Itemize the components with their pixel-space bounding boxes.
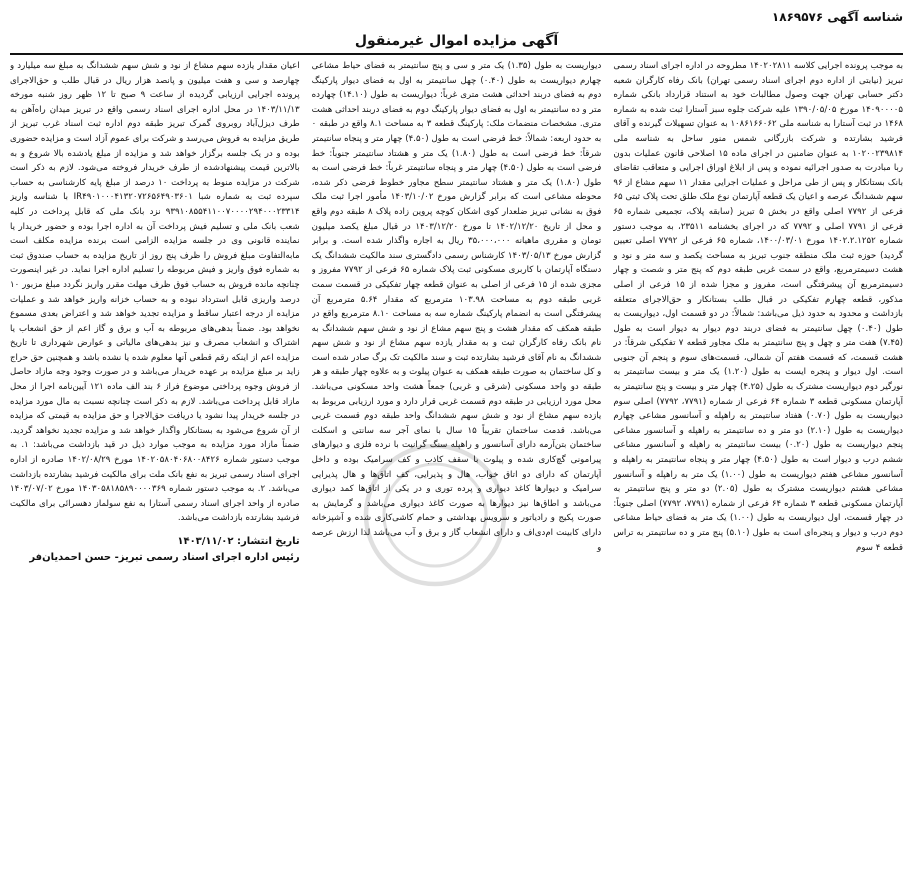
ad-number: شناسه آگهی ۱۸۶۹۵۷۶	[771, 10, 903, 24]
signatory: رئیس اداره اجرای اسناد رسمی تبریز- حسن احمدیان‌فر	[29, 552, 300, 563]
signature-block	[10, 534, 300, 566]
title-row	[10, 30, 903, 49]
publish-date: تاریخ انتشار: ۱۴۰۳/۱۱/۰۲	[177, 536, 300, 547]
column-left	[10, 59, 300, 877]
text-columns	[10, 59, 903, 877]
column-text: اعیان مقدار یازده سهم مشاع از نود و شش سهم ششدانگ به مبلغ سه میلیارد و چهارصد و سی و هفت میلیون و پانصد هزار ریال در قبال طلب و حق‌الاجرای پرونده اجرایی ارزیابی گردیده از ساعت ۹ صبح تا ۱۲ ظهر روز شنبه مورخه ۱۴۰۳/۱۱/۱۳ در محل اداره اجرای اسناد رسمی واقع در تبریز میدان راه‌آهن به طرف دیزل‌آباد روبروی گمرک تبریز طبقه دوم اداره ثبت اسناد غرب تبریز از طریق مزایده به فروش می‌رسد و شرکت برای عموم آزاد است و مزایده حضوری بوده و در یک جلسه برگزار خواهد شد و مزایده از مبلغ یادشده بالا شروع و به بالاترین قیمت پیشنهادشده از طرف خریدار فروخته می‌شود. لازم به ذکر است شرکت در مزایده منوط به پرداخت ۱۰ درصد از مبلغ پایه کارشناسی به حساب سپرده ثبت به شماره شبا IR۴۹۰۱۰۰۰۴۱۳۲۰۷۲۶۵۶۴۹۰۳۶۰۱ با شناسه واریز ۹۳۹۱۰۸۵۵۴۱۱۰۰۷۰۰۰۰۲۹۴۰۰۰۲۳۳۱۴ نزد بانک ملی که قابل پرداخت در کلیه شعب بانک ملی و تسلیم فیش پرداخت آن به اداره اجرا بوده و حضور خریدار یا نماینده قانونی وی در جلسه مزایده الزامی است برنده مزایده مکلف است مابه‌التفاوت مبلغ فروش را ظرف پنج روز از تاریخ مزایده به حساب صندوق ثبت به شماره فوق واریز و فیش مربوطه را تسلیم اداره اجرا نماید. در غیر اینصورت چنانچه مانده فروش به حساب فوق ظرف مهلت مقرر واریز نگردد مبلغ مزبور ۱۰ درصد واریزی قابل استرداد نبوده و به حساب خزانه واریز خواهد شد و عملیات مزایده از درجه اعتبار ساقط و مزایده تجدید خواهد شد و اعتراض بعدی مسموع نخواهد بود. ضمناً بدهی‌های مربوطه به آب و برق و گاز اعم از حق انشعاب یا اشتراک و انشعاب مصرف و نیز بدهی‌های مالیاتی و عوارض شهرداری تا تاریخ مزایده اعم از اینکه رقم قطعی آنها معلوم شده یا نشده باشد و همچنین حق حراج زاید بر مبلغ مزایده بر عهده خریدار می‌باشد و در صورت وجود وجه مازاد حاصل از فروش وجوه پرداختی موضوع فراز ۶ بند الف ماده ۱۲۱ آیین‌نامه اجرا از محل مازاد قابل پرداخت می‌باشد. لازم به ذکر است چنانچه نسبت به مال مورد مزایده در جلسه خریدار پیدا نشود یا دریافت حق‌الاجرا و حق مزایده به قیمتی که مزایده از آن شروع می‌شود به بستانکار واگذار خواهد شد و مزایده تجدید نخواهد گردید. ضمناً مازاد مورد مزایده به موجب موارد ذیل در قید بازداشت می‌باشد: ۱. به موجب دستور شماره ۱۴۰۲۰۵۸۰۴۰۶۸۰۰۸۴۲۶ مورخ ۱۴۰۲/۰۸/۲۹ صادره از اداره اجرای اسناد رسمی تبریز به نفع بانک ملت برای مالکیت فرشید بشارتده بازداشت می‌باشد. ۲. به موجب دستور شماره ۱۴۰۳۰۵۸۱۸۵۸۹۰۰۰۰۳۶۹ مورخ ۱۴۰۳/۰۷/۰۲ صادره از واحد اجرای اسناد رسمی آستارا به نفع سولماز دهسرائی برای مالکیت فرشید بشارتده بازداشت می‌باشد.	[9, 61, 300, 524]
notice-title: آگهی مزایده اموال غیرمنقول	[354, 33, 559, 49]
top-bar	[10, 6, 903, 28]
column-text: به موجب پرونده اجرایی کلاسه ۱۴۰۲۰۲۸۱۱ مطروحه در اداره اجرای اسناد رسمی تبریز (نیابتی از اداره دوم اجرای اسناد رسمی تهران) بانک رفاه کارگران شعبه دکتر حسابی تهران جهت وصول مطالبات خود به استناد قرارداد بانکی شماره ۱۴۰۹۰۰۰۰۵ مورخ ۱۳۹۰/۰۵/۰۵ علیه شرکت جلوه سبز آستارا ثبت شده به شماره ۱۴۶۸ در ثبت آستارا به شناسه ملی ۱۰۸۶۱۶۶۰۶۲ به عنوان تسهیلات گیرنده و آقای فرشید بشارتده و شرکت بازرگانی شمس منور ساحل به شناسه ملی ۱۰۲۰۰۲۳۹۸۱۴ به عنوان ضامنین در اجرای ماده ۱۵ اصلاحی قانون عملیات بدون ربا مبادرت به صدور اجرائیه نموده و پس از ابلاغ اوراق اجرایی و متعاقب تقاضای بانک بستانکار و پس از طی مراحل و عملیات اجرایی مقدار ۱۱ سهم مشاع از ۹۶ سهم ششدانگ عرصه و اعیان یک قطعه آپارتمان نوع ملک طلق تحت پلاک ثبتی ۶۵ فرعی از ۷۷۹۲ اصلی واقع در بخش ۵ تبریز (سابقه پلاک، تجمیعی شماره ۶۵ فرعی از ۷۷۹۱ اصلی و ۷۷۹۲ که در اجرای بخشنامه ۲۳۵۱۱، به موجب دستور شماره ۱۴۰۲.۲.۱۲۵۲ مورخ ۱۴۰۰/۰۳/۰۱، شماره ۶۵ فرعی از ۷۷۹۲ اصلی تعیین گردید) حوزه ثبت ملک منطقه جنوب تبریز به مساحت یکصد و سه متر و نود و هشت دسیمترمربع، واقع در سمت غربی طبقه دوم که پنج متر و شصت و چهار دسیمترمربع آن پیشرفتگی است، مفروز و مجزا شده از ۱۵ فرعی از اصلی مذکور، قطعه چهارم تفکیکی در قبال طلب بستانکار و حق‌الاجرای متعلقه بازداشت و محدود به حدود ذیل می‌باشد: شمالاً: در دو قسمت اول، دیواریست به طول (۰.۴۰) چهل سانتیمتر به فضای دربند دوم دیوار به دیوار است به طول (۷.۴۵) هفت متر و چهل و پنج سانتیمتر به ملک مجاور قطعه ۷ تفکیکی شرقاً: در هشت قسمت، که قسمت هفتم آن شمالی، قسمت‌های سوم و پنجم آن جنوبی است. اول دیوار و پنجره ایست به طول (۱.۲۰) یک متر و بیست سانتیمتر به نورگیر دوم دیواریست مشترک به طول (۴.۲۵) چهار متر و بیست و پنج سانتیمتر به آپارتمان مسکونی قطعه ۳ شماره ۶۴ فرعی از شماره (۷۷۹۱، ۷۷۹۲) اصلی سوم دیواریست به طول (۰.۷۰) هفتاد سانتیمتر به راهپله و آسانسور مشاعی چهارم دیواریست به طول (۲.۱۰) دو متر و ده سانتیمتر به راهپله و آسانسور مشاعی پنجم دیواریست به طول (۰.۲۰) بیست سانتیمتر به راهپله و آسانسور مشاعی ششم درب و دیوار است به طول (۴.۵۰) چهار متر و پنجاه سانتیمتر به راهپله و آسانسور مشاعی هفتم دیواریست به طول (۱.۰۰) یک متر به راهپله و آسانسور مشاعی هشتم دیواریست مشترک به طول (۲.۰۵) دو متر و پنج سانتیمتر به آپارتمان مسکونی قطعه ۳ شماره ۶۴ فرعی از شماره (۷۷۹۱، ۷۷۹۲) اصلی جنوباً: در چهار قسمت، اول دیواریست به طول (۱.۰۰) یک متر به فضای حیاط مشاعی دوم درب و دیوار و پنجره‌ای است به طول (۵.۱۰) پنج متر و ده سانتیمتر به تراس قطعه ۴ سوم	[613, 61, 903, 553]
title-divider	[10, 53, 903, 55]
column-middle	[312, 59, 602, 877]
column-right	[613, 59, 903, 877]
column-text: دیواریست به طول (۱.۳۵) یک متر و سی و پنج سانتیمتر به فضای حیاط مشاعی چهارم دیواریست به طول (۰.۴۰) چهل سانتیمتر به اول به فضای دیوار پارکینگ دوم به فضای دربند احداثی هشت متری غرباً: دیواریست به طول (۱۴.۱۰) چهارده متر و ده سانتیمتر به اول به فضای دیوار پارکینگ دوم به فضای دربند احداثی هشت متری. مشخصات منضمات ملک: پارکینگ قطعه ۳ به مساحت ۸.۱ واقع در طبقه ۰ به حدود اربعه: شمالاً: خط فرضی است به طول (۴.۵۰) چهار متر و پنجاه سانتیمتر شرقاً: خط فرضی است به طول (۱.۸۰) یک متر و هشتاد سانتیمتر جنوباً: خط فرضی است به طول (۴.۵۰) چهار متر و پنجاه سانتیمتر غرباً: خط فرضی است به طول (۱.۸۰) یک متر و هشتاد سانتیمتر سطح مجاور خطوط فرضی ذکر شده، محوطه مشاعی است که برابر گزارش مورخ ۱۴۰۳/۱۰/۰۲ مأمور اجرا ثبت ملک فوق به نشانی تبریز ضلعدار کوی اشکان کوچه پروین زاده پلاک ۸ طبقه دوم واقع و محل از تاریخ ۱۴۰۲/۱۲/۲۰ تا مورخ ۱۴۰۳/۱۲/۲۰ در قبال مبلغ یکصد میلیون تومان و مقرری ماهیانه ۳۵،۰۰۰،۰۰۰ ریال به اجاره واگذار شده است. و برابر گزارش مورخ ۱۴۰۳/۰۵/۱۳ کارشناس رسمی دادگستری سند مالکیت ششدانگ یک دستگاه آپارتمان با کاربری مسکونی ثبت پلاک شماره ۶۵ فرعی از ۷۷۹۲ مفروز و مجزی شده از ۱۵ فرعی از اصلی به عنوان قطعه چهار تفکیکی در قسمت سمت غربی طبقه دوم به مساحت ۱۰۳.۹۸ مترمربع که مقدار ۵.۶۴ مترمربع آن پیشرفتگی است به انضمام پارکینگ شماره سه به مساحت ۸.۱۰ مترمربع واقع در طبقه همکف که مقدار هشت و پنج سهم مشاع از نود و شش سهم ششدانگ به نام بانک رفاه کارگران ثبت و به مقدار یازده سهم مشاع از نود و شش سهم ششدانگ به نام آقای فرشید بشارتده ثبت و سند مالکیت تک برگ صادر شده است و کل ساختمان به صورت طبقه همکف به عنوان پیلوت و به علاوه چهار طبقه و هر طبقه دو واحد مسکونی (شرقی و غربی) جمعاً هشت واحد مسکونی می‌باشد. محل مورد ارزیابی در طبقه دوم قسمت غربی قرار دارد و مورد ارزیابی مربوط به یازده سهم مشاع از نود و شش سهم ششدانگ واحد طبقه دوم قسمت غربی می‌باشد. قدمت ساختمان تقریباً ۱۵ سال با نمای آجر سه سانتی و اسکلت ساختمان بتن‌آرمه دارای آسانسور و راهپله سنگ گرانیت با نرده فلزی و دیوارهای پیرامونی گچ‌کاری شده و پیلوت با سقف کاذب و کف سرامیک بوده و داخل آپارتمان که دارای دو اتاق خواب، هال و پذیرایی، کف اتاق‌ها و هال پذیرایی سرامیک و دیوارها کاغذ دیواری و پرده توری و در یکی از اتاق‌ها کمد دیواری می‌باشد و اطاق‌ها نیز دیوارها به صورت کاغذ دیواری می‌باشد و گرمایش به صورت پکیج و رادیاتور و سرویس بهداشتی و حمام کاشی‌کاری شده و آشپزخانه دارای کابینت ام‌دی‌اف و دارای انشعاب گاز و برق و آب می‌باشد لذا ارزش عرصه و	[311, 61, 602, 553]
